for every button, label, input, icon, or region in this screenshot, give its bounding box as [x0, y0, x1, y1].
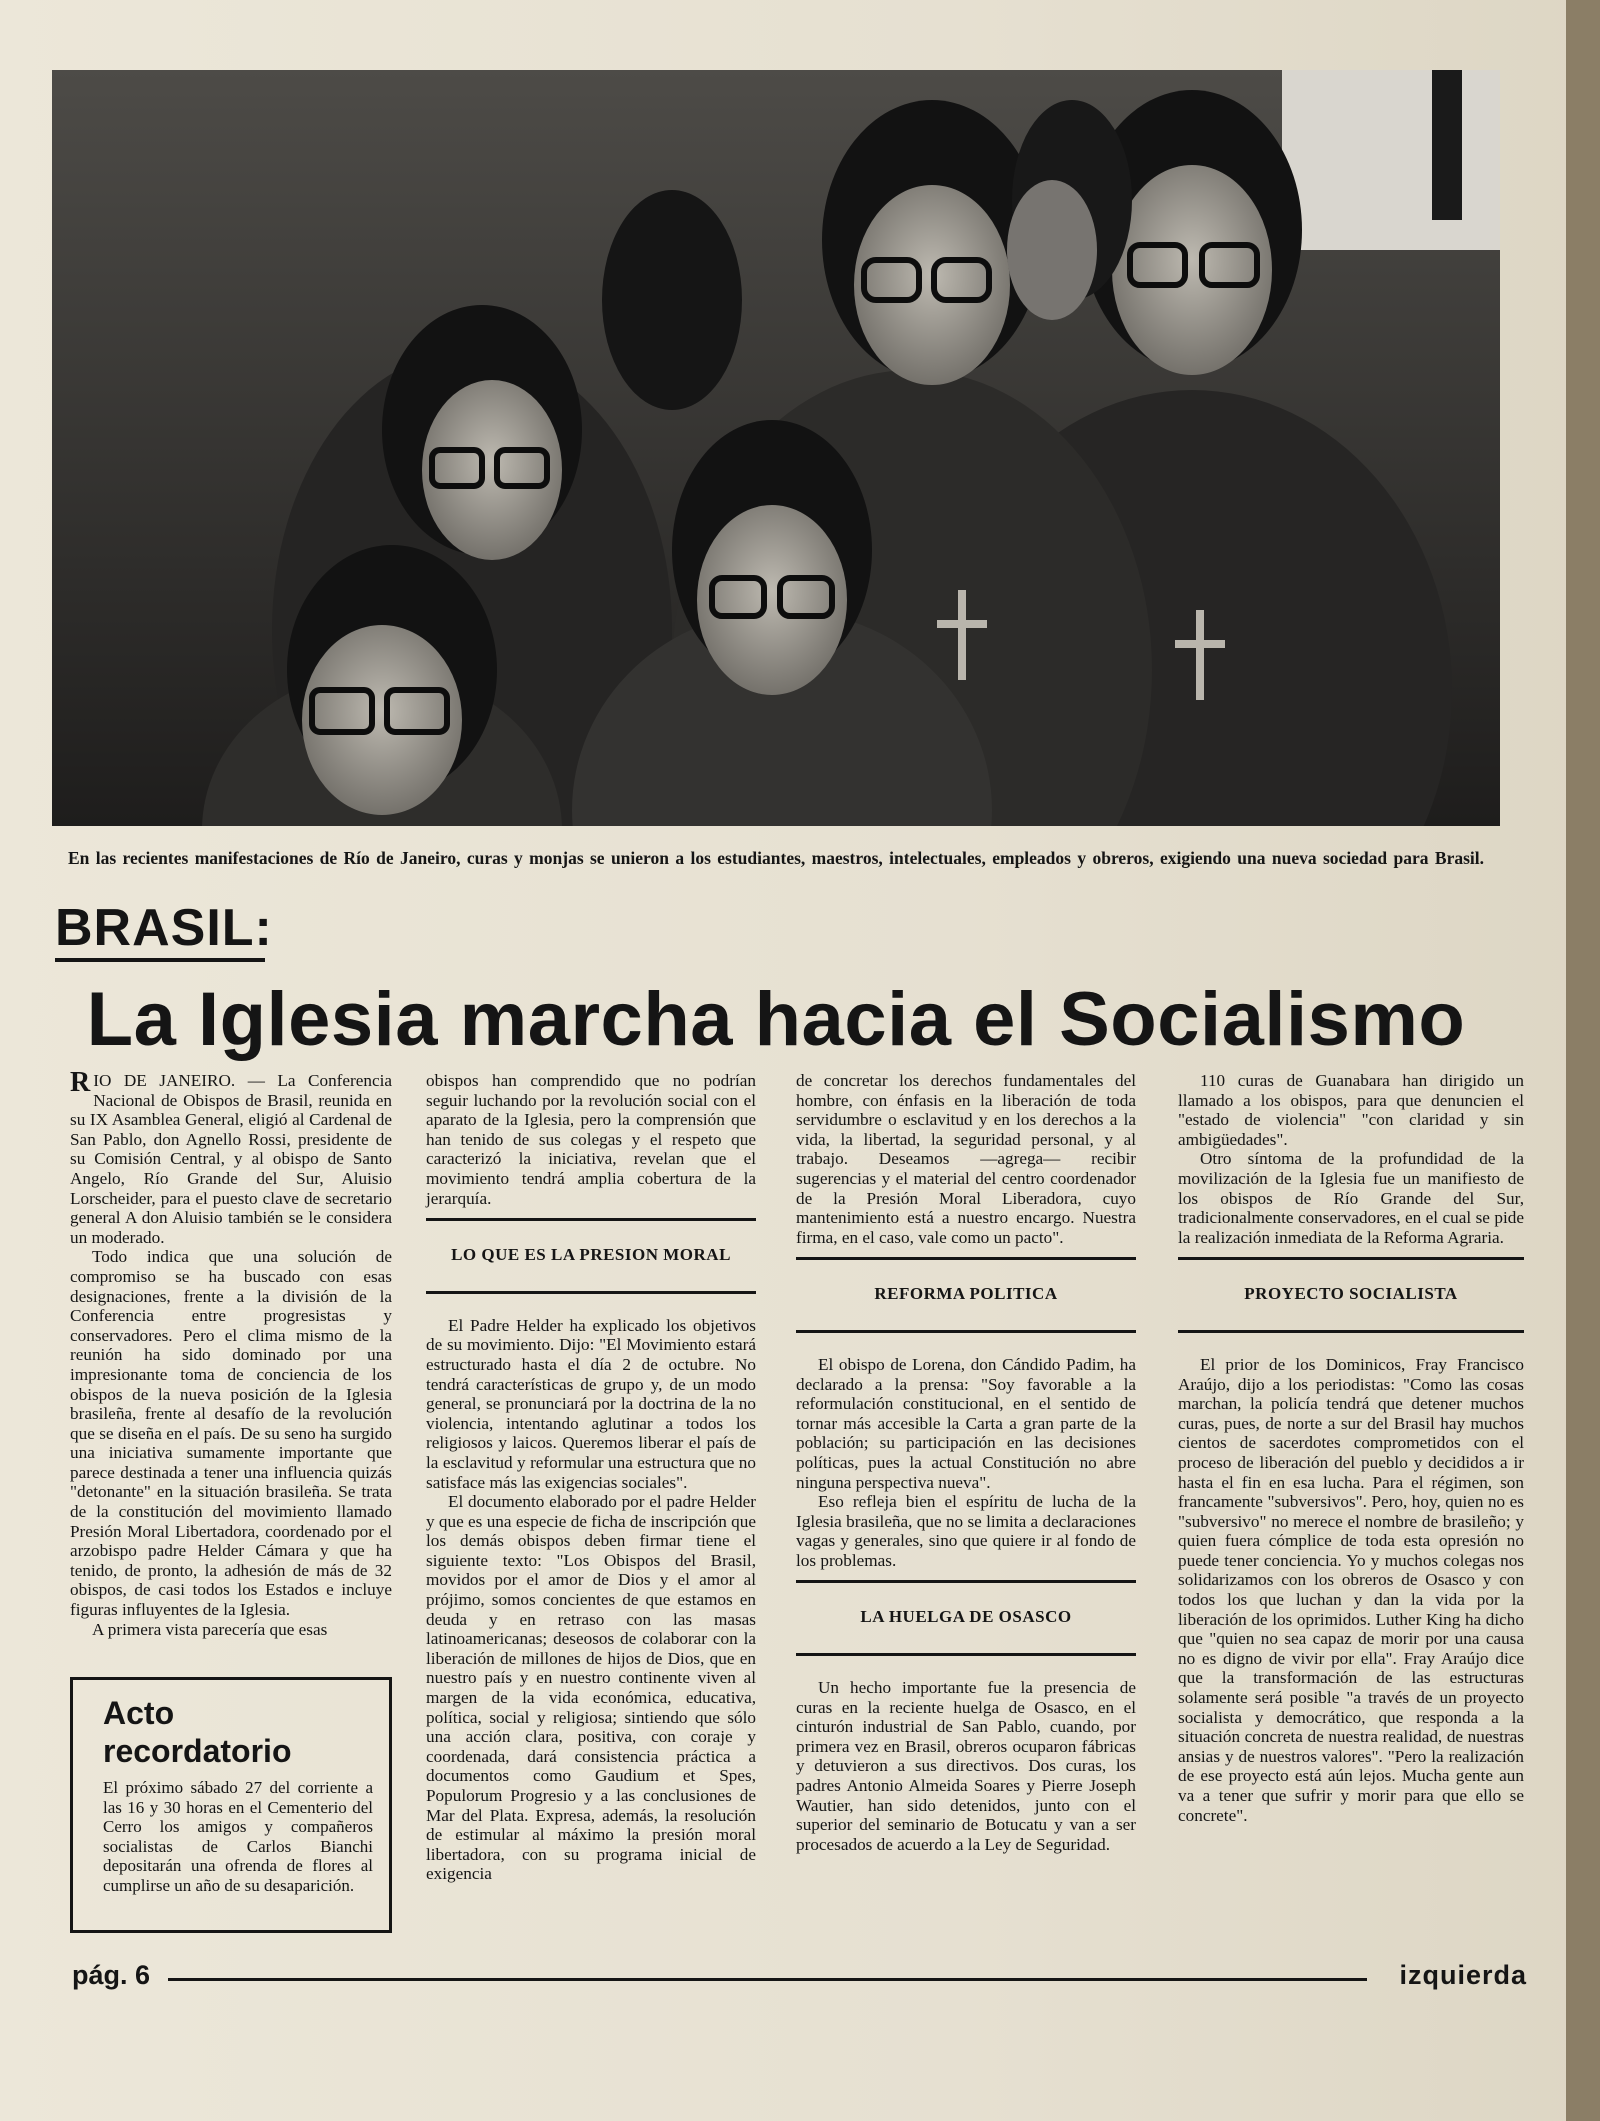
- paragraph: El Padre Helder ha explicado los objetivos de su movimiento. Dijo: "El Movimiento estará estructurado hasta el día 2 de octubre. No tendrá características de grupo y, de un modo general, se pronunciará por la doctrina de la no violencia, intentando aglutinar a todos los religiosos y laicos. Queremos liberar el país de la esclavitud y reformular una estructura que no satisface más las exigencias sociales".: [426, 1315, 756, 1492]
- paragraph: 110 curas de Guanabara han dirigido un llamado a los obispos, para que denuncien el "estado de violencia" "con claridad y sin ambigüedades".: [1178, 1071, 1524, 1149]
- paragraph: [70, 1067, 392, 1247]
- paragraph: El prior de los Dominicos, Fray Francisco Araújo, dijo a los periodistas: "Como las cosas marchan, la policía tendrá que detener muchos curas, pues, de norte a sur del Brasil hay muchos cientos de sacerdotes comprometidos con el proceso de liberación del pueblo y decididos a ir hasta el fin en esa lucha. Para el régimen, son francamente "subversivos". Pero, hoy, quien no es "subversivo" no merece el nombre de brasileño; y quien fuera cómplice de toda esta opresión no puede tener conciencia. Yo y muchos colegas nos solidarizamos con los obreros de Osasco y con todos los que luchan y dan la vida por la liberación de los oprimidos. Luther King ha dicho que "quien no sea capaz de morir por una causa no es digno de vivir por ella". Fray Araújo dice que la transformación de las estructuras solamente será posible "a través de un proyecto socialista y democrático, que responda a la situación concreta de nuestra realidad, de nuestras ansias y de nuestros valores". "Pero la realización de ese proyecto está aún lejos. Mucha gente aun va a tener que sufrir y morir para que ello se concrete".: [1178, 1354, 1524, 1825]
- column-3: [796, 1071, 1136, 1854]
- drop-cap: R: [70, 1067, 91, 1098]
- photo-illustration: [52, 70, 1500, 826]
- page-number: pág. 6: [72, 1960, 151, 1990]
- subhead: REFORMA POLITICA: [796, 1257, 1136, 1333]
- nuns-photo: [52, 70, 1500, 826]
- paragraph: Un hecho importante fue la presencia de curas en la reciente huelga de Osasco, en el cinturón industrial de San Pablo, cuando, por primera vez en Brasil, obreros ocuparon fábricas y detuvieron a sus directivos. Dos curas, los padres Antonio Almeida Soares y Pierre Joseph Wautier, han sido detenidos, junto con el superior del seminario de Botucatu y van a ser procesados de acuerdo a la Ley de Seguridad.: [796, 1678, 1136, 1854]
- acto-recordatorio-box: [70, 1677, 392, 1933]
- column-4: [1178, 1071, 1524, 1825]
- subhead: LO QUE ES LA PRESION MORAL: [426, 1218, 756, 1294]
- publication-name: izquierda: [1399, 1960, 1527, 1990]
- box-title: [103, 1694, 373, 1770]
- paragraph-text: IO DE JANEIRO. — La Conferencia Nacional de Obispos de Brasil, reunida en su IX Asamblea General, eligió al Cardenal de San Pablo, don Agnello Rossi, presidente de su Comisión Central, y al obispo de Santo Angelo, Río Grande del Sur, Aluisio Lorscheider, para el puesto clave de secretario general A don Aluisio también se le considera un moderado.: [70, 1071, 392, 1247]
- subhead: PROYECTO SOCIALISTA: [1178, 1257, 1524, 1333]
- paragraph: obispos han comprendido que no podrían seguir luchando por la revolución social con el aparato de la Iglesia, pero la comprensión que han tenido de sus colegas y el respeto que caracterizó la iniciativa, revelan que el movimiento tendrá amplia cobertura de la jerarquía.: [426, 1071, 756, 1208]
- section-kicker: BRASIL:: [55, 899, 273, 957]
- column-1: [70, 1067, 392, 1639]
- page-edge: [1566, 0, 1600, 2121]
- footer-rule: [168, 1978, 1367, 1981]
- paragraph: El documento elaborado por el padre Helder y que es una especie de ficha de inscripción que los demás obispos deben firmar tiene el siguiente texto: "Los Obispos del Brasil, movidos por el amor de Dios y el amor al prójimo, somos concientes de que estamos en deuda y en retraso con las masas latinoamericanas; deseosos de colaborar con la liberación de millones de hijos de Dios, que en nuestro país y en nuestro continente viven al margen de la vida económica, educativa, política, social y religiosa; sintiendo que sólo una acción clara, positiva, con coraje y coordenada, dará consistencia práctica a documentos como Gaudium et Spes, Populorum Progresio y a las conclusiones de Mar del Plata. Expresa, además, la resolución de estimular al máximo la presión moral libertadora, con su programa inicial de exigencia: [426, 1492, 756, 1884]
- kicker-underline: [55, 958, 265, 962]
- column-2: [426, 1071, 756, 1884]
- paragraph: Todo indica que una solución de compromiso se ha buscado con esas designaciones, frente a la división de la Conferencia entre progresistas y conservadores. Pero el clima mismo de la reunión ha sido dominado por una impresionante toma de conciencia de los obispos de la nueva posición de la Iglesia brasileña, frente al desafío de la revolución que se diseña en el país. De su seno ha surgido una iniciativa sumamente importante que parece destinada a tener una influencia quizás "detonante" en la situación brasileña. Se trata de la constitución del movimiento llamado Presión Moral Libertadora, coordenado por el arzobispo padre Helder Cámara y que ha tenido, de pronto, la adhesión de más de 32 obispos, de casi todos los Estados e incluye figuras influyentes de la Iglesia.: [70, 1247, 392, 1620]
- photo-caption: En las recientes manifestaciones de Río de Janeiro, curas y monjas se unieron a los estudiantes, maestros, intelectuales, empleados y obreros, exigiendo una nueva sociedad para Brasil.: [67, 848, 1485, 868]
- box-title-line: Acto: [103, 1695, 175, 1731]
- paragraph: Otro síntoma de la profundidad de la movilización de la Iglesia fue un manifiesto de los obispos de Río Grande del Sur, tradicionalmente conservadores, en el cual se pide la realización inmediata de la Reforma Agraria.: [1178, 1149, 1524, 1247]
- box-text: El próximo sábado 27 del corriente a las 16 y 30 horas en el Cementerio del Cerro los amigos y compañeros socialistas de Carlos Bianchi depositarán una ofrenda de flores al cumplirse un año de su desaparición.: [103, 1778, 373, 1895]
- paragraph: Eso refleja bien el espíritu de lucha de la Iglesia brasileña, que no se limita a declaraciones vagas y generales, sino que quiere ir al fondo de los problemas.: [796, 1492, 1136, 1570]
- subhead: LA HUELGA DE OSASCO: [796, 1580, 1136, 1656]
- box-title-line: recordatorio: [103, 1733, 292, 1769]
- paragraph: de concretar los derechos fundamentales del hombre, con énfasis en la liberación de toda servidumbre o esclavitud y en los derechos a la vida, la libertad, la seguridad personal, y al trabajo. Deseamos —agrega— recibir sugerencias y el material del centro coordenador de la Presión Moral Liberadora, cuyo mantenimiento está a nuestro encargo. Nuestra firma, en el caso, vale como un pacto".: [796, 1071, 1136, 1247]
- paragraph: A primera vista parecería que esas: [92, 1619, 328, 1639]
- paragraph: El obispo de Lorena, don Cándido Padim, ha declarado a la prensa: "Soy favorable a la reformulación constitucional, en el sentido de tornar más accesible la Carta a gran parte de la población; su participación en las decisiones políticas, pues la actual Constitución no abre ninguna perspectiva nueva".: [796, 1354, 1136, 1492]
- page-footer: [72, 1960, 1527, 2000]
- headline: La Iglesia marcha hacia el Socialismo: [86, 977, 1466, 1062]
